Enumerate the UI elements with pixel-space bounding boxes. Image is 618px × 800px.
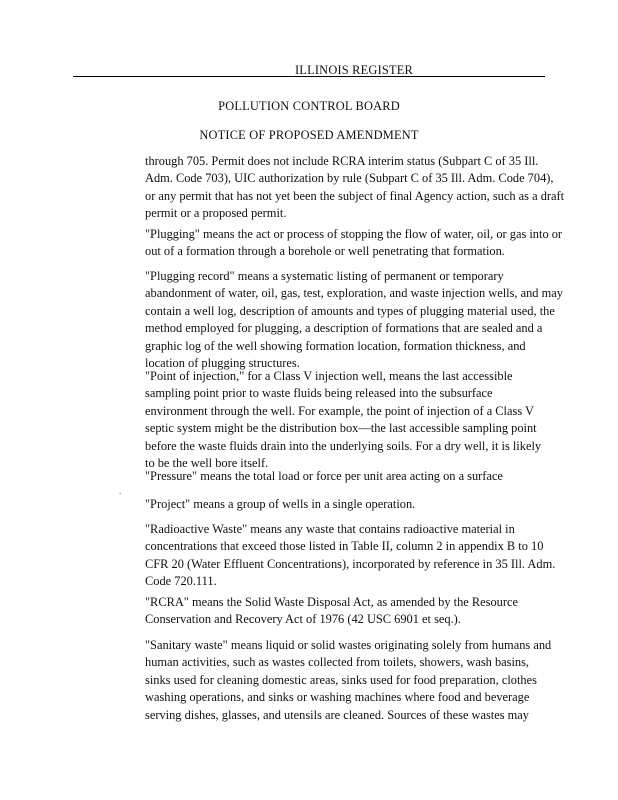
- paragraph-line: permit or a proposed permit.: [145, 206, 287, 221]
- paragraph-line: serving dishes, glasses, and utensils are cleaned. Sources of these wastes may: [145, 707, 530, 722]
- definition-paragraph: [145, 521, 555, 591]
- paragraph-line: contain a well log, description of amounts and types of plugging material used, the: [145, 303, 555, 318]
- header-rule: [73, 76, 545, 77]
- paragraph-line: location of plugging structures.: [145, 355, 300, 370]
- paragraph-line: environment through the well. For example, the point of injection of a Class V: [145, 403, 534, 418]
- definition-paragraph: [145, 594, 555, 629]
- paragraph-line: septic system might be the distribution box—the last accessible sampling point: [145, 421, 537, 436]
- paragraph-line: or any permit that has not yet been the subject of final Agency action, such as a draft: [145, 188, 565, 203]
- definition-paragraph: [145, 226, 563, 261]
- paragraph-line: out of a formation through a borehole or well penetrating that formation.: [145, 244, 505, 259]
- paragraph-line: to be the well bore itself.: [145, 455, 269, 470]
- paragraph-line: Adm. Code 703), UIC authorization by rule (Subpart C of 35 Ill. Adm. Code 704),: [145, 171, 554, 186]
- paragraph-line: before the waste fluids drain into the underlying soils. For a dry well, it is likely: [145, 438, 542, 453]
- paragraph-line: "Pressure" means the total load or force per unit area acting on a surface: [145, 469, 503, 483]
- paragraph-line: "Plugging" means the act or process of stopping the flow of water, oil, or gas into or: [145, 227, 563, 241]
- definition-paragraph: [145, 368, 555, 472]
- paragraph-line: "RCRA" means the Solid Waste Disposal Act, as amended by the Resource: [145, 595, 518, 609]
- definition-paragraph: [145, 268, 563, 372]
- paragraph-line: "Radioactive Waste" means any waste that contains radioactive material in: [145, 522, 515, 536]
- paragraph-line: washing operations, and sinks or washing machines where food and beverage: [145, 690, 530, 705]
- paragraph-line: method employed for plugging, a description of formations that are sealed and a: [145, 321, 543, 336]
- register-title: ILLINOIS REGISTER: [294, 63, 413, 77]
- paragraph-line: Code 720.111.: [145, 574, 217, 589]
- paragraph-line: abandonment of water, oil, gas, test, exploration, and waste injection wells, and may: [145, 286, 563, 301]
- stray-mark: .: [119, 486, 122, 496]
- board-title: POLLUTION CONTROL BOARD: [218, 99, 400, 113]
- definition-paragraph: [145, 153, 565, 223]
- paragraph-line: sinks used for cleaning domestic areas, sinks used for food preparation, clothes: [145, 672, 537, 687]
- paragraph-line: Conservation and Recovery Act of 1976 (42 USC 6901 et seq.).: [145, 612, 461, 627]
- definition-paragraph: [145, 637, 555, 724]
- paragraph-line: graphic log of the well showing formation location, formation thickness, and: [145, 338, 526, 353]
- paragraph-line: human activities, such as wastes collected from toilets, showers, wash basins,: [145, 655, 530, 670]
- paragraph-line: "Project" means a group of wells in a single operation.: [145, 497, 416, 511]
- paragraph-line: "Point of injection," for a Class V injection well, means the last accessible: [145, 369, 513, 383]
- paragraph-line: sampling point prior to waste fluids being released into the subsurface: [145, 386, 493, 401]
- paragraph-line: CFR 20 (Water Effluent Concentrations), incorporated by reference in 35 Ill. Adm.: [145, 556, 556, 571]
- definition-paragraph: [145, 496, 555, 513]
- notice-title: NOTICE OF PROPOSED AMENDMENT: [199, 128, 419, 142]
- paragraph-line: "Sanitary waste" means liquid or solid wastes originating solely from humans and: [145, 638, 552, 652]
- paragraph-line: concentrations that exceed those listed in Table II, column 2 in appendix B to 10: [145, 539, 544, 554]
- definition-paragraph: [145, 468, 555, 485]
- paragraph-line: through 705. Permit does not include RCRA interim status (Subpart C of 35 Ill.: [145, 154, 539, 168]
- paragraph-line: "Plugging record" means a systematic listing of permanent or temporary: [145, 269, 504, 283]
